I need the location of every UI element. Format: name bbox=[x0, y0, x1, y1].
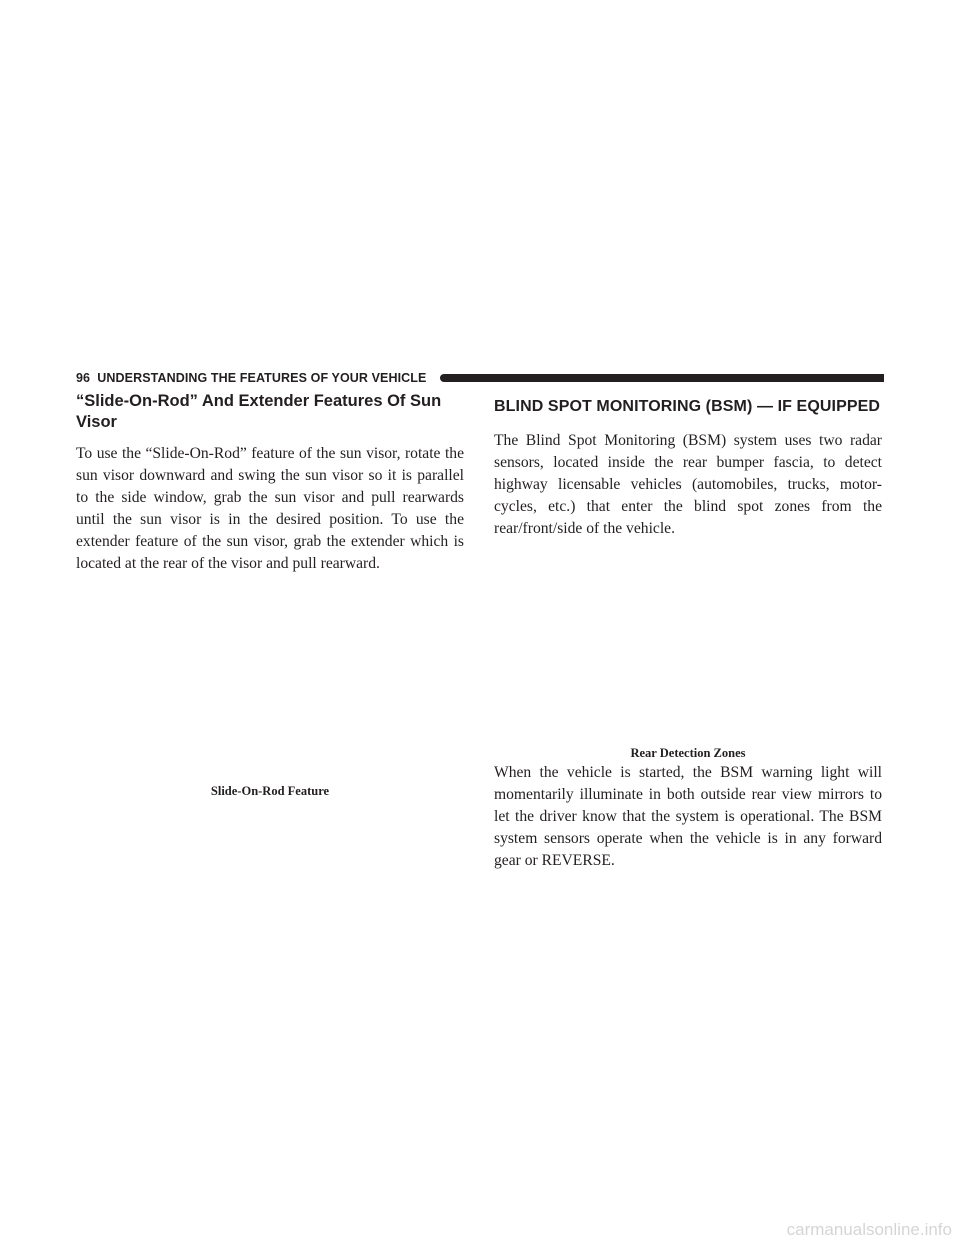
sun-visor-heading: “Slide-On-Rod” And Extender Features Of Sun Visor bbox=[76, 392, 442, 431]
slide-on-rod-figure bbox=[76, 560, 464, 778]
bsm-intro: The Blind Spot Monitoring (BSM) system uses two radar sensors, located inside the rear bumper fascia, to detect highway licensable vehicles (automobiles, trucks, motor-cycles, etc.) that enter the blind spot zones from the rear/front/side of the vehicle. bbox=[494, 432, 882, 537]
section-title: UNDERSTANDING THE FEATURES OF YOUR VEHICLE bbox=[97, 371, 427, 385]
page-number: 96 bbox=[76, 371, 91, 385]
bsm-operation-block bbox=[494, 762, 882, 872]
slide-on-rod-caption: Slide-On-Rod Feature bbox=[210, 784, 330, 798]
rear-detection-figure bbox=[494, 530, 882, 740]
sun-visor-body: To use the “Slide-On-Rod” feature of the sun visor, rotate the sun visor downward and swing the sun visor so it is parallel to the side window, grab the sun visor and pull rearwards until the sun visor is in the desired position. To use the extender feature of the sun visor, grab the extender which is located at the rear of the visor and pull rearward. bbox=[76, 445, 464, 572]
page-header-text bbox=[76, 369, 426, 387]
watermark: carmanualsonline.info bbox=[786, 1220, 952, 1239]
bsm-heading: BLIND SPOT MONITORING (BSM) — IF EQUIPPED bbox=[494, 398, 881, 415]
bsm-operation-text: When the vehicle is started, the BSM warning light will momentarily illuminate in both outside rear view mirrors to let the driver know that the system is operational. The BSM system sensors operate when the vehicle is in any forward gear or REVERSE. bbox=[494, 764, 882, 869]
right-column bbox=[494, 391, 882, 540]
page-header bbox=[76, 369, 884, 387]
header-rule bbox=[440, 374, 884, 382]
rear-detection-caption: Rear Detection Zones bbox=[630, 746, 746, 760]
left-column bbox=[76, 391, 464, 575]
